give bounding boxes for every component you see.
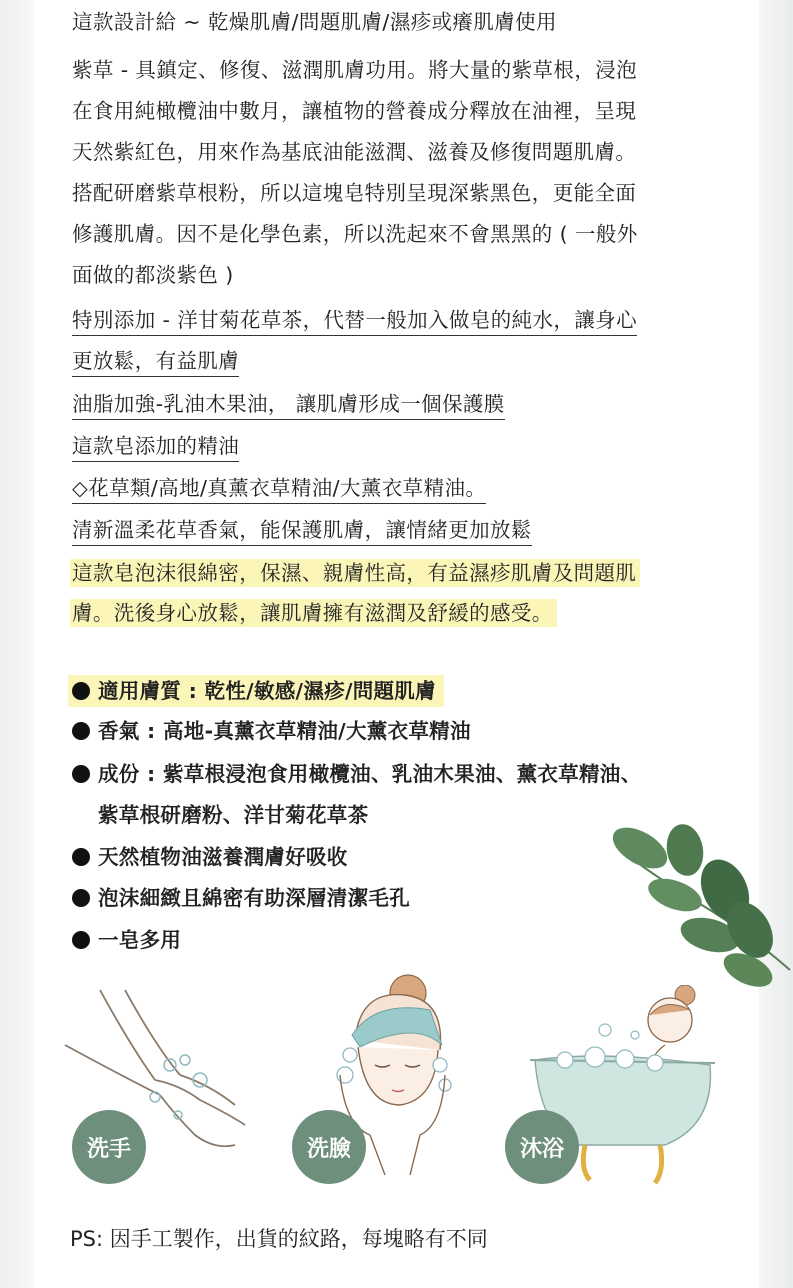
feature-multi-use (72, 926, 181, 954)
underlined-line: ◇花草類/高地/真薰衣草精油/大薰衣草精油。 (72, 474, 486, 504)
text-line: 在食用純橄欖油中數月，讓植物的營養成分釋放在油裡，呈現 (72, 99, 637, 123)
feature-text: 一皂多用 (98, 928, 182, 952)
bullet-icon (72, 931, 90, 949)
highlight: 這款皂泡沫很綿密，保濕、親膚性高，有益濕疹肌膚及問題肌 (70, 559, 640, 587)
feature-text: 泡沫細緻且綿密有助深層清潔毛孔 (98, 886, 410, 910)
feature-ingredients (72, 760, 641, 788)
production-note: PS: 因手工製作，出貨的紋路，每塊略有不同 (70, 1227, 488, 1251)
bullet-icon (72, 722, 90, 740)
leaf-icon (600, 820, 793, 1000)
text-line: 修護肌膚。因不是化學色素，所以洗起來不會黑黑的 ( 一般外 (72, 222, 638, 246)
underlined-line: 清新溫柔花草香氣，能保護肌膚，讓情緒更加放鬆 (72, 516, 532, 546)
feature-text: 天然植物油滋養潤膚好吸收 (98, 845, 348, 869)
text-line: 搭配研磨紫草根粉，所以這塊皂特別呈現深紫黑色，更能全面 (72, 181, 637, 205)
underlined-line: 油脂加強-乳油木果油， 讓肌膚形成一個保護膜 (72, 390, 505, 420)
feature-ingredients-cont: 紫草根研磨粉、洋甘菊花草茶 (98, 803, 369, 827)
bullet-icon (72, 682, 90, 700)
highlight: 膚。洗後身心放鬆，讓肌膚擁有滋潤及舒緩的感受。 (70, 599, 557, 627)
feature-skin-type (68, 675, 444, 707)
text-line: 天然紫紅色，用來作為基底油能滋潤、滋養及修復問題肌膚。 (72, 140, 637, 164)
feature-foam (72, 884, 410, 912)
intro-line: 這款設計給 ~ 乾燥肌膚/問題肌膚/濕疹或癢肌膚使用 (72, 10, 557, 34)
badge-face-wash: 洗臉 (292, 1110, 366, 1184)
badge-bath: 沐浴 (505, 1110, 579, 1184)
feature-text: 成份 : 紫草根浸泡食用橄欖油、乳油木果油、薰衣草精油、 (98, 762, 642, 786)
feature-text: 香氣 : 高地-真薰衣草精油/大薰衣草精油 (98, 719, 471, 743)
feature-text: 適用膚質 : 乾性/敏感/濕疹/問題肌膚 (98, 679, 436, 703)
underlined-line: 更放鬆，有益肌膚 (72, 347, 239, 377)
bullet-icon (72, 848, 90, 866)
badge-hand-wash: 洗手 (72, 1110, 146, 1184)
feature-scent (72, 717, 471, 745)
text-line: 紫草 - 具鎮定、修復、滋潤肌膚功用。將大量的紫草根，浸泡 (72, 58, 638, 82)
bullet-icon (72, 765, 90, 783)
highlighted-line (72, 599, 557, 627)
highlighted-line (72, 559, 640, 587)
bullet-icon (72, 889, 90, 907)
feature-nourish (72, 843, 348, 871)
text-line: 面做的都淡紫色 ) (72, 263, 234, 287)
underlined-line: 特別添加 - 洋甘菊花草茶，代替一般加入做皂的純水，讓身心 (72, 306, 637, 336)
underlined-line: 這款皂添加的精油 (72, 432, 239, 462)
